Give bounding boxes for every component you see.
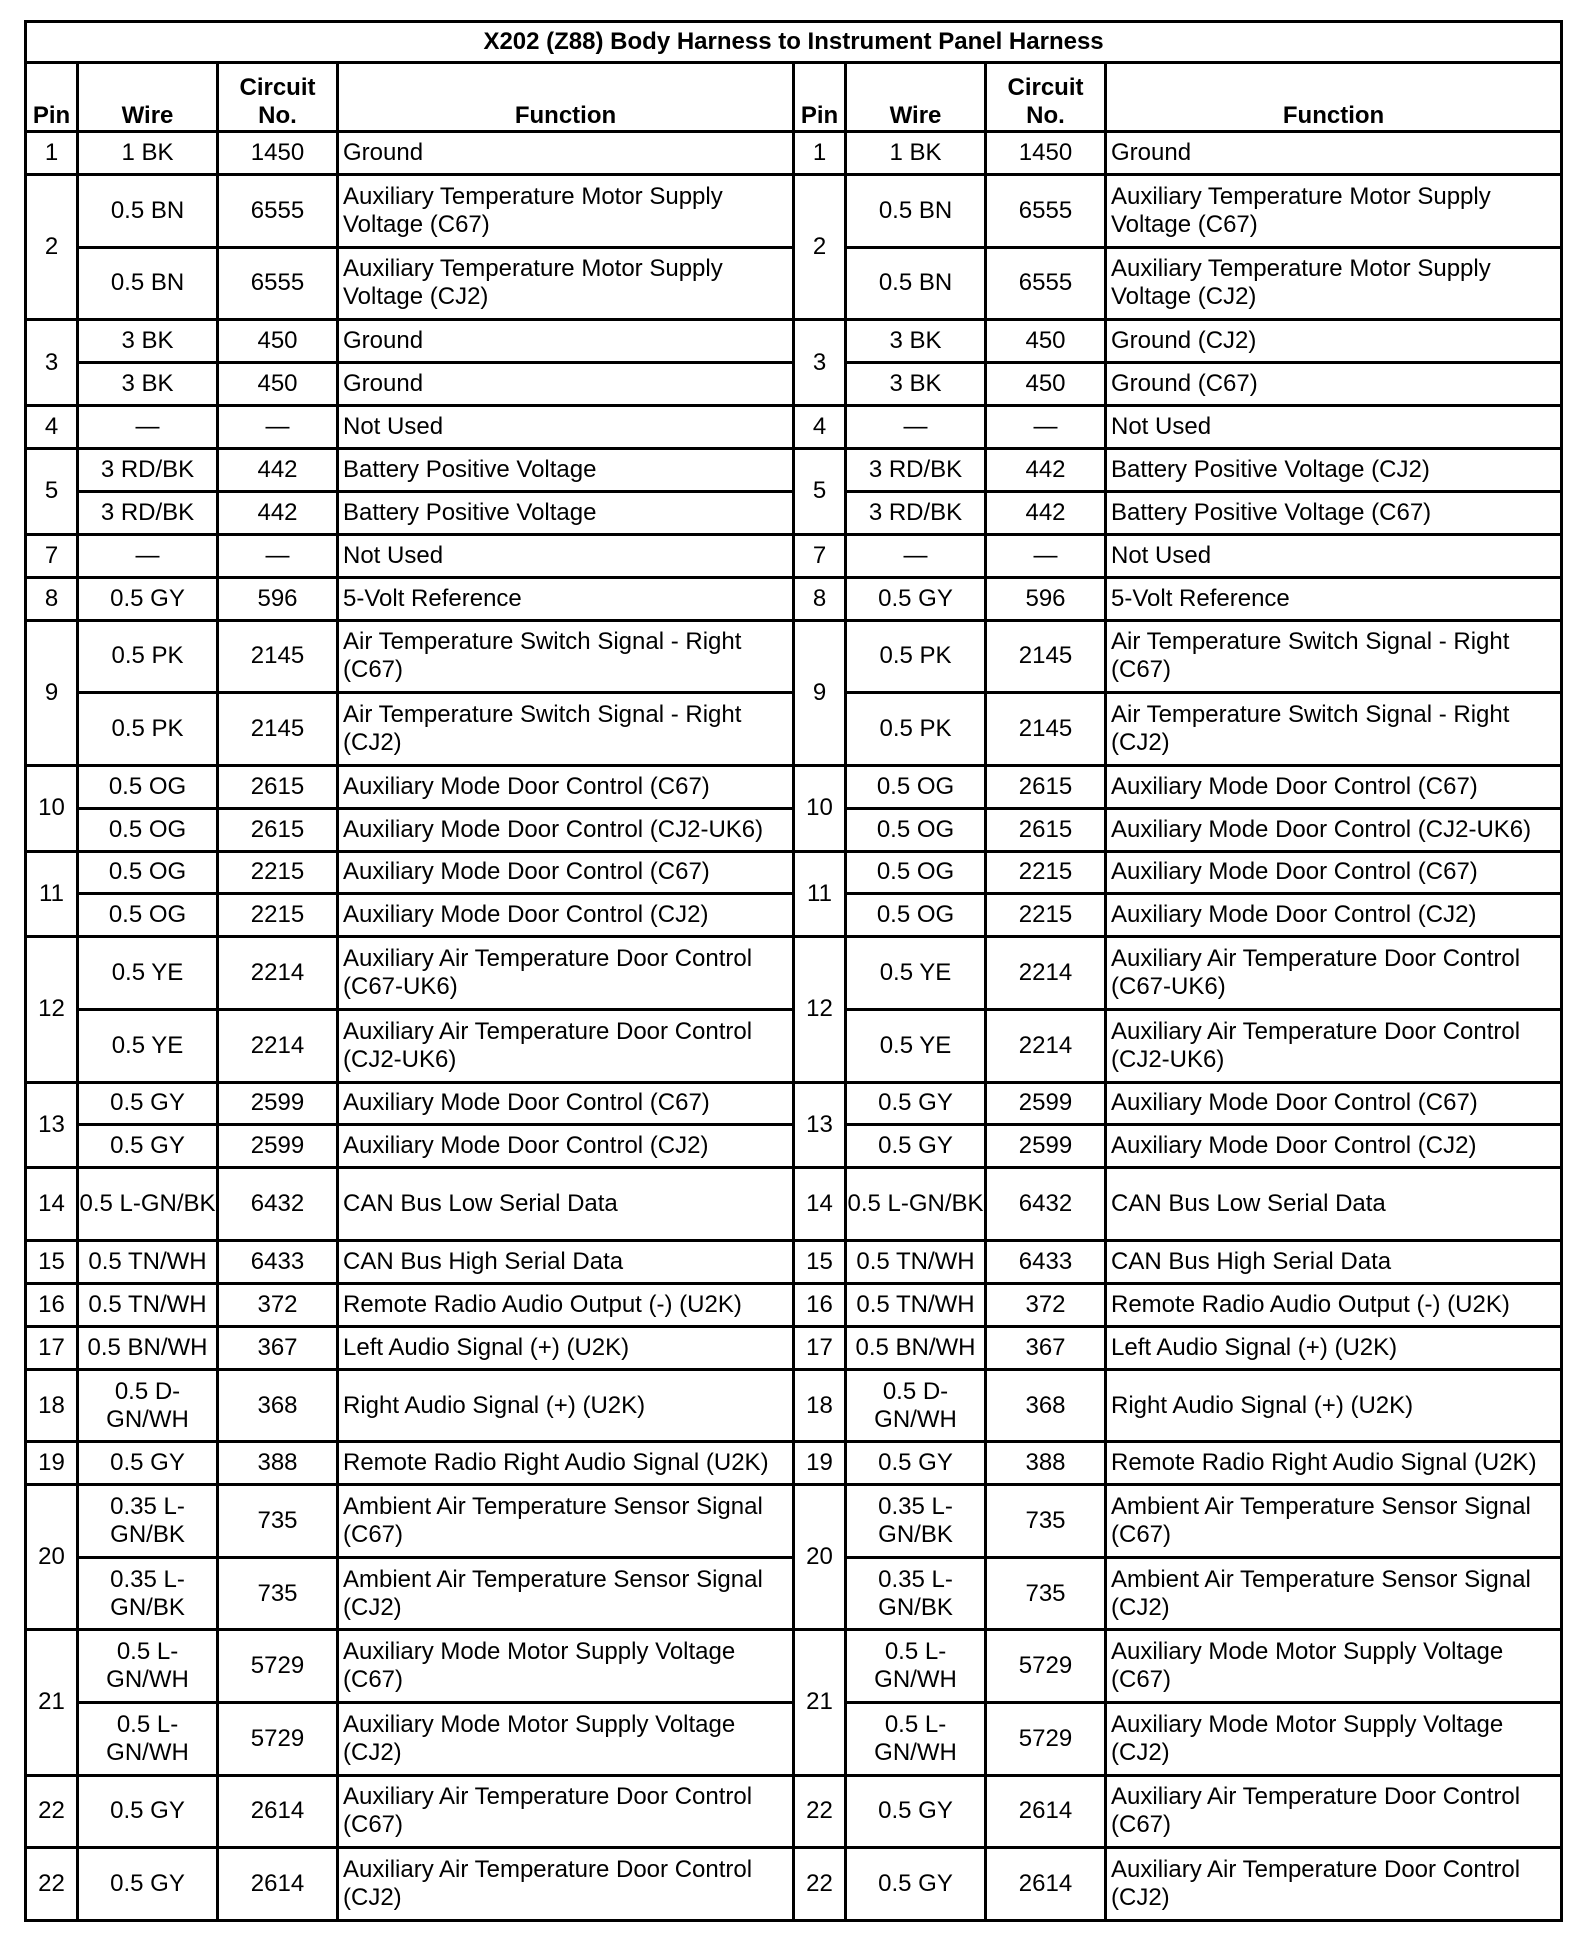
function-cell: Ground (CJ2) bbox=[1106, 320, 1562, 363]
circuit-cell: 2615 bbox=[218, 808, 338, 851]
wire-cell: 0.5 OG bbox=[846, 894, 986, 937]
table-row bbox=[26, 765, 1562, 808]
circuit-cell: 6433 bbox=[986, 1240, 1106, 1283]
pin-cell: 7 bbox=[26, 534, 78, 577]
wire-cell: 0.5 YE bbox=[78, 937, 218, 1010]
function-cell: Ambient Air Temperature Sensor Signal (CJ2) bbox=[338, 1557, 794, 1630]
wire-cell: 0.5 BN bbox=[78, 247, 218, 320]
wire-cell: 0.5 GY bbox=[78, 1775, 218, 1848]
circuit-cell: 1450 bbox=[218, 132, 338, 175]
table-row bbox=[26, 1485, 1562, 1558]
wire-cell: 0.35 L-GN/BK bbox=[78, 1557, 218, 1630]
circuit-cell: 2599 bbox=[218, 1125, 338, 1168]
table-row bbox=[26, 1848, 1562, 1921]
circuit-cell: 450 bbox=[986, 320, 1106, 363]
wire-cell: 0.5 BN bbox=[846, 247, 986, 320]
wire-cell: 0.5 GY bbox=[846, 1848, 986, 1921]
function-cell: Auxiliary Mode Motor Supply Voltage (C67) bbox=[338, 1630, 794, 1703]
function-cell: Auxiliary Air Temperature Door Control (C67) bbox=[1106, 1775, 1562, 1848]
circuit-cell: — bbox=[218, 405, 338, 448]
pin-cell: 21 bbox=[794, 1630, 846, 1775]
function-cell: Left Audio Signal (+) (U2K) bbox=[1106, 1326, 1562, 1369]
function-cell: CAN Bus High Serial Data bbox=[338, 1240, 794, 1283]
table-row bbox=[26, 1283, 1562, 1326]
function-cell: Auxiliary Mode Door Control (C67) bbox=[338, 765, 794, 808]
pin-cell: 8 bbox=[794, 577, 846, 620]
circuit-cell: 6433 bbox=[218, 1240, 338, 1283]
wire-cell: 3 RD/BK bbox=[846, 491, 986, 534]
wire-cell: 0.5 BN/WH bbox=[78, 1326, 218, 1369]
wire-cell: 0.5 L-GN/WH bbox=[846, 1702, 986, 1775]
function-cell: Left Audio Signal (+) (U2K) bbox=[338, 1326, 794, 1369]
wire-cell: 0.5 PK bbox=[846, 693, 986, 766]
header-pin: Pin bbox=[794, 63, 846, 132]
table-row bbox=[26, 620, 1562, 693]
function-cell: Auxiliary Temperature Motor Supply Voltage (C67) bbox=[1106, 174, 1562, 247]
wire-cell: 0.5 OG bbox=[846, 808, 986, 851]
pin-cell: 15 bbox=[26, 1240, 78, 1283]
pin-cell: 21 bbox=[26, 1630, 78, 1775]
circuit-cell: 368 bbox=[986, 1369, 1106, 1442]
wire-cell: 0.5 OG bbox=[78, 765, 218, 808]
pin-cell: 16 bbox=[794, 1283, 846, 1326]
circuit-cell: 6555 bbox=[986, 247, 1106, 320]
pin-cell: 2 bbox=[794, 174, 846, 319]
circuit-cell: — bbox=[218, 534, 338, 577]
function-cell: Air Temperature Switch Signal - Right (C67) bbox=[338, 620, 794, 693]
table-title: X202 (Z88) Body Harness to Instrument Panel Harness bbox=[26, 22, 1562, 63]
wire-cell: 0.5 GY bbox=[846, 1442, 986, 1485]
pin-cell: 8 bbox=[26, 577, 78, 620]
circuit-cell: 442 bbox=[218, 491, 338, 534]
wire-cell: 0.5 L-GN/WH bbox=[78, 1702, 218, 1775]
circuit-cell: 367 bbox=[218, 1326, 338, 1369]
circuit-cell: 2599 bbox=[218, 1082, 338, 1125]
circuit-cell: 442 bbox=[218, 448, 338, 491]
wire-cell: — bbox=[78, 405, 218, 448]
table-row bbox=[26, 851, 1562, 894]
circuit-cell: 2614 bbox=[986, 1848, 1106, 1921]
circuit-cell: — bbox=[986, 405, 1106, 448]
wire-cell: 0.5 L-GN/WH bbox=[78, 1630, 218, 1703]
wire-cell: 0.5 OG bbox=[846, 765, 986, 808]
circuit-cell: 388 bbox=[986, 1442, 1106, 1485]
table-row bbox=[26, 1168, 1562, 1241]
wire-cell: 0.5 L-GN/BK bbox=[78, 1168, 218, 1241]
function-cell: Ground bbox=[338, 132, 794, 175]
function-cell: Ground bbox=[1106, 132, 1562, 175]
function-cell: Auxiliary Air Temperature Door Control (C67) bbox=[338, 1775, 794, 1848]
pin-cell: 13 bbox=[26, 1082, 78, 1168]
circuit-cell: 6555 bbox=[218, 247, 338, 320]
table-body bbox=[26, 132, 1562, 1921]
wire-cell: 0.5 PK bbox=[78, 620, 218, 693]
connector-table bbox=[24, 20, 1563, 1922]
function-cell: Air Temperature Switch Signal - Right (CJ2) bbox=[338, 693, 794, 766]
header-pin: Pin bbox=[26, 63, 78, 132]
wire-cell: 0.5 GY bbox=[846, 1775, 986, 1848]
pin-cell: 22 bbox=[794, 1775, 846, 1848]
circuit-cell: 450 bbox=[218, 363, 338, 406]
pin-cell: 18 bbox=[26, 1369, 78, 1442]
function-cell: CAN Bus High Serial Data bbox=[1106, 1240, 1562, 1283]
function-cell: Battery Positive Voltage bbox=[338, 491, 794, 534]
wire-cell: — bbox=[78, 534, 218, 577]
circuit-cell: 2145 bbox=[986, 693, 1106, 766]
circuit-cell: 2215 bbox=[986, 894, 1106, 937]
pin-cell: 3 bbox=[26, 320, 78, 406]
table-row bbox=[26, 577, 1562, 620]
function-cell: Auxiliary Air Temperature Door Control (CJ2) bbox=[1106, 1848, 1562, 1921]
table-row bbox=[26, 405, 1562, 448]
circuit-cell: 388 bbox=[218, 1442, 338, 1485]
wire-cell: 0.5 GY bbox=[846, 1125, 986, 1168]
function-cell: Auxiliary Mode Door Control (CJ2-UK6) bbox=[338, 808, 794, 851]
wire-cell: 0.5 OG bbox=[846, 851, 986, 894]
function-cell: Ground bbox=[338, 320, 794, 363]
function-cell: Auxiliary Mode Door Control (CJ2-UK6) bbox=[1106, 808, 1562, 851]
wire-cell: 1 BK bbox=[846, 132, 986, 175]
pin-cell: 10 bbox=[26, 765, 78, 851]
pin-cell: 3 bbox=[794, 320, 846, 406]
table-row bbox=[26, 1775, 1562, 1848]
circuit-cell: 442 bbox=[986, 491, 1106, 534]
circuit-cell: 6555 bbox=[218, 174, 338, 247]
wire-cell: 0.5 YE bbox=[846, 1009, 986, 1082]
pin-cell: 4 bbox=[26, 405, 78, 448]
wire-cell: 0.5 BN bbox=[846, 174, 986, 247]
pin-cell: 17 bbox=[26, 1326, 78, 1369]
circuit-cell: 2615 bbox=[986, 765, 1106, 808]
circuit-cell: 2599 bbox=[986, 1125, 1106, 1168]
table-row bbox=[26, 320, 1562, 363]
circuit-cell: 2214 bbox=[986, 1009, 1106, 1082]
wire-cell: 0.5 TN/WH bbox=[846, 1283, 986, 1326]
header-function: Function bbox=[338, 63, 794, 132]
function-cell: Right Audio Signal (+) (U2K) bbox=[338, 1369, 794, 1442]
circuit-cell: 2214 bbox=[218, 1009, 338, 1082]
table-row bbox=[26, 534, 1562, 577]
circuit-cell: 596 bbox=[986, 577, 1106, 620]
function-cell: Auxiliary Air Temperature Door Control (CJ2-UK6) bbox=[1106, 1009, 1562, 1082]
wire-cell: 0.35 L-GN/BK bbox=[78, 1485, 218, 1558]
pin-cell: 7 bbox=[794, 534, 846, 577]
wire-cell: 0.5 TN/WH bbox=[846, 1240, 986, 1283]
function-cell: Auxiliary Mode Door Control (C67) bbox=[338, 1082, 794, 1125]
wire-cell: 0.5 D-GN/WH bbox=[78, 1369, 218, 1442]
circuit-cell: 5729 bbox=[986, 1702, 1106, 1775]
wire-cell: 3 RD/BK bbox=[78, 448, 218, 491]
circuit-cell: 5729 bbox=[986, 1630, 1106, 1703]
function-cell: Remote Radio Audio Output (-) (U2K) bbox=[1106, 1283, 1562, 1326]
function-cell: Remote Radio Right Audio Signal (U2K) bbox=[338, 1442, 794, 1485]
function-cell: CAN Bus Low Serial Data bbox=[338, 1168, 794, 1241]
header-circuit: Circuit No. bbox=[986, 63, 1106, 132]
circuit-cell: 2614 bbox=[986, 1775, 1106, 1848]
function-cell: Ambient Air Temperature Sensor Signal (CJ2) bbox=[1106, 1557, 1562, 1630]
wire-cell: 0.5 GY bbox=[78, 1442, 218, 1485]
table-row bbox=[26, 1326, 1562, 1369]
circuit-cell: 735 bbox=[986, 1557, 1106, 1630]
pin-cell: 9 bbox=[794, 620, 846, 765]
circuit-cell: 2214 bbox=[986, 937, 1106, 1010]
function-cell: Not Used bbox=[1106, 405, 1562, 448]
wire-cell: 0.5 TN/WH bbox=[78, 1283, 218, 1326]
function-cell: Auxiliary Temperature Motor Supply Voltage (C67) bbox=[338, 174, 794, 247]
circuit-cell: 735 bbox=[218, 1557, 338, 1630]
pin-cell: 12 bbox=[26, 937, 78, 1082]
circuit-cell: 596 bbox=[218, 577, 338, 620]
pin-cell: 9 bbox=[26, 620, 78, 765]
pin-cell: 11 bbox=[794, 851, 846, 937]
function-cell: Auxiliary Mode Door Control (CJ2) bbox=[338, 1125, 794, 1168]
circuit-cell: 735 bbox=[986, 1485, 1106, 1558]
wire-cell: 0.5 L-GN/WH bbox=[846, 1630, 986, 1703]
pin-cell: 14 bbox=[26, 1168, 78, 1241]
function-cell: Auxiliary Air Temperature Door Control (C67-UK6) bbox=[338, 937, 794, 1010]
circuit-cell: 2145 bbox=[218, 620, 338, 693]
wire-cell: 0.5 GY bbox=[78, 577, 218, 620]
circuit-cell: 450 bbox=[986, 363, 1106, 406]
circuit-cell: 2599 bbox=[986, 1082, 1106, 1125]
pin-cell: 12 bbox=[794, 937, 846, 1082]
circuit-cell: 372 bbox=[218, 1283, 338, 1326]
header-wire: Wire bbox=[846, 63, 986, 132]
function-cell: Ambient Air Temperature Sensor Signal (C67) bbox=[1106, 1485, 1562, 1558]
header-function: Function bbox=[1106, 63, 1562, 132]
circuit-cell: — bbox=[986, 534, 1106, 577]
function-cell: Auxiliary Air Temperature Door Control (C67-UK6) bbox=[1106, 937, 1562, 1010]
circuit-cell: 2214 bbox=[218, 937, 338, 1010]
wire-cell: 0.5 GY bbox=[846, 1082, 986, 1125]
circuit-cell: 6555 bbox=[986, 174, 1106, 247]
header-wire: Wire bbox=[78, 63, 218, 132]
circuit-cell: 2145 bbox=[218, 693, 338, 766]
function-cell: Auxiliary Air Temperature Door Control (CJ2) bbox=[338, 1848, 794, 1921]
wire-cell: 3 RD/BK bbox=[846, 448, 986, 491]
circuit-cell: 5729 bbox=[218, 1702, 338, 1775]
table-row bbox=[26, 1442, 1562, 1485]
function-cell: Air Temperature Switch Signal - Right (C67) bbox=[1106, 620, 1562, 693]
table-row bbox=[26, 132, 1562, 175]
function-cell: Auxiliary Mode Motor Supply Voltage (C67) bbox=[1106, 1630, 1562, 1703]
function-cell: Air Temperature Switch Signal - Right (CJ2) bbox=[1106, 693, 1562, 766]
table-row bbox=[26, 937, 1562, 1010]
circuit-cell: 368 bbox=[218, 1369, 338, 1442]
circuit-cell: 6432 bbox=[986, 1168, 1106, 1241]
circuit-cell: 450 bbox=[218, 320, 338, 363]
pin-cell: 2 bbox=[26, 174, 78, 319]
wire-cell: 0.5 YE bbox=[78, 1009, 218, 1082]
table-row bbox=[26, 448, 1562, 491]
circuit-cell: 372 bbox=[986, 1283, 1106, 1326]
pin-cell: 22 bbox=[26, 1848, 78, 1921]
wire-cell: 0.5 BN/WH bbox=[846, 1326, 986, 1369]
function-cell: Battery Positive Voltage bbox=[338, 448, 794, 491]
wire-cell: 0.5 GY bbox=[78, 1848, 218, 1921]
circuit-cell: 2145 bbox=[986, 620, 1106, 693]
wire-cell: 0.5 OG bbox=[78, 808, 218, 851]
function-cell: 5-Volt Reference bbox=[1106, 577, 1562, 620]
wire-cell: 3 BK bbox=[78, 320, 218, 363]
function-cell: Auxiliary Temperature Motor Supply Voltage (CJ2) bbox=[1106, 247, 1562, 320]
pin-cell: 20 bbox=[26, 1485, 78, 1630]
circuit-cell: 2615 bbox=[218, 765, 338, 808]
pin-cell: 16 bbox=[26, 1283, 78, 1326]
function-cell: Remote Radio Right Audio Signal (U2K) bbox=[1106, 1442, 1562, 1485]
function-cell: Ground (C67) bbox=[1106, 363, 1562, 406]
wire-cell: — bbox=[846, 405, 986, 448]
function-cell: Auxiliary Mode Door Control (C67) bbox=[1106, 765, 1562, 808]
wire-cell: 0.5 PK bbox=[78, 693, 218, 766]
circuit-cell: 2614 bbox=[218, 1775, 338, 1848]
function-cell: Not Used bbox=[1106, 534, 1562, 577]
wire-cell: 0.5 OG bbox=[78, 894, 218, 937]
pin-cell: 4 bbox=[794, 405, 846, 448]
table-row bbox=[26, 1082, 1562, 1125]
table-row bbox=[26, 1240, 1562, 1283]
pin-cell: 22 bbox=[26, 1775, 78, 1848]
function-cell: Auxiliary Mode Door Control (C67) bbox=[1106, 851, 1562, 894]
pin-cell: 5 bbox=[26, 448, 78, 534]
circuit-cell: 2215 bbox=[218, 851, 338, 894]
pin-cell: 20 bbox=[794, 1485, 846, 1630]
function-cell: Auxiliary Air Temperature Door Control (CJ2-UK6) bbox=[338, 1009, 794, 1082]
wire-cell: 0.5 GY bbox=[846, 577, 986, 620]
wire-cell: 0.5 TN/WH bbox=[78, 1240, 218, 1283]
wire-cell: 3 BK bbox=[846, 320, 986, 363]
wire-cell: 0.5 D-GN/WH bbox=[846, 1369, 986, 1442]
wire-cell: 3 BK bbox=[846, 363, 986, 406]
pin-cell: 19 bbox=[794, 1442, 846, 1485]
function-cell: Auxiliary Mode Door Control (CJ2) bbox=[1106, 894, 1562, 937]
circuit-cell: 6432 bbox=[218, 1168, 338, 1241]
function-cell: Auxiliary Mode Door Control (CJ2) bbox=[338, 894, 794, 937]
pin-cell: 19 bbox=[26, 1442, 78, 1485]
circuit-cell: 735 bbox=[218, 1485, 338, 1558]
table-row bbox=[26, 174, 1562, 247]
table-row bbox=[26, 1369, 1562, 1442]
function-cell: Auxiliary Temperature Motor Supply Voltage (CJ2) bbox=[338, 247, 794, 320]
wire-cell: 0.35 L-GN/BK bbox=[846, 1557, 986, 1630]
wire-cell: 0.35 L-GN/BK bbox=[846, 1485, 986, 1558]
pin-cell: 1 bbox=[26, 132, 78, 175]
pin-cell: 10 bbox=[794, 765, 846, 851]
wire-cell: 0.5 GY bbox=[78, 1082, 218, 1125]
circuit-cell: 2615 bbox=[986, 808, 1106, 851]
function-cell: Battery Positive Voltage (CJ2) bbox=[1106, 448, 1562, 491]
pin-cell: 22 bbox=[794, 1848, 846, 1921]
circuit-cell: 442 bbox=[986, 448, 1106, 491]
function-cell: Auxiliary Mode Motor Supply Voltage (CJ2) bbox=[338, 1702, 794, 1775]
circuit-cell: 2215 bbox=[218, 894, 338, 937]
pin-cell: 17 bbox=[794, 1326, 846, 1369]
function-cell: Not Used bbox=[338, 534, 794, 577]
circuit-cell: 1450 bbox=[986, 132, 1106, 175]
wire-cell: 0.5 YE bbox=[846, 937, 986, 1010]
function-cell: 5-Volt Reference bbox=[338, 577, 794, 620]
wire-cell: 0.5 PK bbox=[846, 620, 986, 693]
circuit-cell: 2215 bbox=[986, 851, 1106, 894]
wire-cell: 0.5 GY bbox=[78, 1125, 218, 1168]
function-cell: Ambient Air Temperature Sensor Signal (C67) bbox=[338, 1485, 794, 1558]
circuit-cell: 2614 bbox=[218, 1848, 338, 1921]
wire-cell: — bbox=[846, 534, 986, 577]
function-cell: Auxiliary Mode Motor Supply Voltage (CJ2) bbox=[1106, 1702, 1562, 1775]
pin-cell: 18 bbox=[794, 1369, 846, 1442]
function-cell: Auxiliary Mode Door Control (CJ2) bbox=[1106, 1125, 1562, 1168]
table-row bbox=[26, 1630, 1562, 1703]
pin-cell: 1 bbox=[794, 132, 846, 175]
circuit-cell: 5729 bbox=[218, 1630, 338, 1703]
pin-cell: 5 bbox=[794, 448, 846, 534]
pin-cell: 14 bbox=[794, 1168, 846, 1241]
header-circuit: Circuit No. bbox=[218, 63, 338, 132]
pin-cell: 15 bbox=[794, 1240, 846, 1283]
pin-cell: 11 bbox=[26, 851, 78, 937]
function-cell: Not Used bbox=[338, 405, 794, 448]
wire-cell: 1 BK bbox=[78, 132, 218, 175]
function-cell: Ground bbox=[338, 363, 794, 406]
wire-cell: 0.5 OG bbox=[78, 851, 218, 894]
wire-cell: 0.5 L-GN/BK bbox=[846, 1168, 986, 1241]
function-cell: Auxiliary Mode Door Control (C67) bbox=[1106, 1082, 1562, 1125]
circuit-cell: 367 bbox=[986, 1326, 1106, 1369]
wire-cell: 3 RD/BK bbox=[78, 491, 218, 534]
wire-cell: 0.5 BN bbox=[78, 174, 218, 247]
function-cell: Battery Positive Voltage (C67) bbox=[1106, 491, 1562, 534]
function-cell: Auxiliary Mode Door Control (C67) bbox=[338, 851, 794, 894]
pin-cell: 13 bbox=[794, 1082, 846, 1168]
function-cell: Right Audio Signal (+) (U2K) bbox=[1106, 1369, 1562, 1442]
function-cell: CAN Bus Low Serial Data bbox=[1106, 1168, 1562, 1241]
wire-cell: 3 BK bbox=[78, 363, 218, 406]
function-cell: Remote Radio Audio Output (-) (U2K) bbox=[338, 1283, 794, 1326]
